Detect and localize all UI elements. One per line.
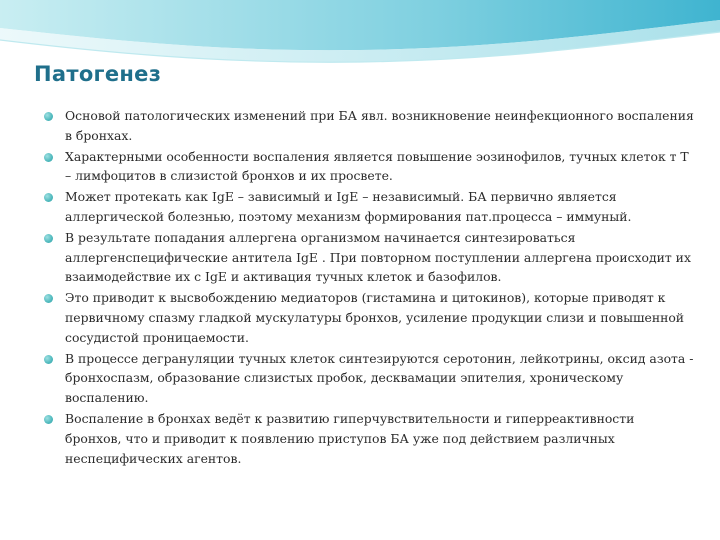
- list-item: [44, 106, 694, 146]
- bullet-text: В процессе дегрануляции тучных клеток синтезируются серотонин, лейкотрины, оксид азота - бронхоспазм, образование слизистых пробок, десквамации эпителия, хроническому воспалению.: [65, 350, 694, 406]
- bullet-icon: [44, 193, 53, 202]
- bullet-text: Это приводит к высвобождению медиаторов (гистамина и цитокинов), которые приводят к первичному спазму гладкой мускулатуры бронхов, усиление продукции слизи и повышенной сосудистой проницаемости.: [65, 290, 685, 345]
- bullet-icon: [44, 234, 53, 243]
- list-item: [44, 228, 694, 287]
- list-item: [44, 147, 694, 187]
- bullet-text: Воспаление в бронхах ведёт к развитию гиперчувствительности и гиперреактивности бронхов, что и приводит к появлению приступов БА уже под действием различных неспецифических агентов.: [65, 410, 635, 466]
- bullet-icon: [44, 415, 53, 424]
- list-item: [44, 409, 694, 468]
- slide-title: Патогенез: [34, 62, 162, 86]
- bullet-icon: [44, 153, 53, 162]
- bullet-list: [44, 106, 694, 469]
- bullet-text: Характерными особенности воспаления является повышение эозинофилов, тучных клеток т Т – лимфоцитов в слизистой бронхов и их просвете.: [65, 148, 689, 184]
- bullet-icon: [44, 112, 53, 121]
- list-item: [44, 187, 694, 227]
- bullet-text: Может протекать как IgE – зависимый и IgE – независимый. БА первично является аллергической болезнью, поэтому механизм формирования пат.процесса – иммуный.: [65, 189, 632, 224]
- bullet-icon: [44, 294, 53, 303]
- list-item: [44, 288, 694, 347]
- list-item: [44, 349, 694, 408]
- bullet-text: Основой патологических изменений при БА явл. возникновение неинфекционного воспаления в бронхах.: [65, 108, 694, 143]
- bullet-icon: [44, 355, 53, 364]
- bullet-text: В результате попадания аллергена организмом начинается синтезироваться аллергенспецифические антитела IgE . При повторном поступлении аллергена происходит их взаимодействие их с IgE и активация тучных клеток и базофилов.: [65, 229, 691, 285]
